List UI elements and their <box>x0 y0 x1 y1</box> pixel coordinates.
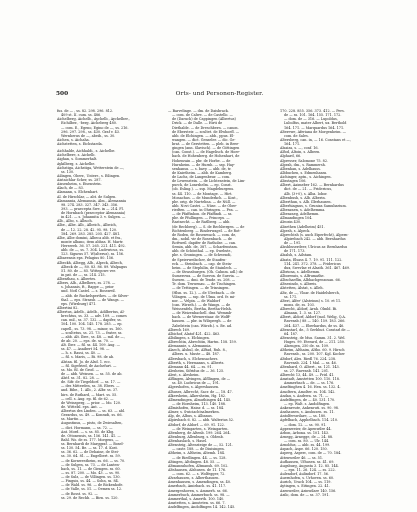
index-entry: Aichelberg, Aichelb., Aychelb., Aychelber., <box>57 117 130 122</box>
index-entry: Huges. 99. Eterard, de — 211. 250. <box>284 340 346 344</box>
index-entry: and. Bibe., 1. Alb., 2. Albr. ss. 37. <box>61 388 119 393</box>
index-entry: 393. — praecepta Swe. in — 214. Fl. <box>61 206 124 211</box>
index-entry: Altmannshofen, Altmansh. 69. 102. <box>168 463 229 468</box>
index-entry: Aspach, Aspe. 66. 120. 150. <box>280 447 328 452</box>
index-entry: 114. 241. 372. 378. — Fridericus <box>284 261 341 266</box>
index-entry: — castr. 188. — de Diuisingen. <box>172 447 225 452</box>
index-entry: Albenhan, s. Adelhauss. <box>280 166 321 171</box>
index-entry: Richtenberg. — Rinderwagel. — de Rot- <box>172 228 241 233</box>
index-entry: Aichen, s. Aichaha. <box>57 137 90 142</box>
index-entry: de Knietheim. — abb. de Kamberg. <box>172 170 233 175</box>
index-entry: bach, ss. 11. — de Giengen. ss. 60. <box>61 466 121 471</box>
index-entry: Alprah, dm., s. Rammersh. <box>280 162 326 167</box>
index-entry: Augsburg, Augusta 3. 12. 85. 144. <box>280 463 339 468</box>
index-entry: com. de Sales. <box>284 133 309 138</box>
index-entry: hirs. de Ruthard, — Mart. ss. 55. <box>61 392 118 397</box>
index-entry: abb. de Elchingen. — abb., ppus. El- <box>172 133 235 138</box>
index-entry: Alaech, Alshul, de, Alftad, Ruh. 8., <box>168 348 227 353</box>
index-entry: — com. de Calwe. — de Castello. — <box>172 113 233 118</box>
index-entry: Altingen, Altdingen. 48. 55. — <box>168 459 220 464</box>
index-entry: Albilingen, s. Elchingen. <box>168 335 210 340</box>
index-entry: Alberthun, s. Alb. Illerhausen. <box>280 199 332 204</box>
index-entry: Alest, s. Alesheim. <box>168 373 200 377</box>
index-entry: (Hlsn. ss. 12.). — de Uleebach. — de <box>172 290 235 295</box>
index-entry: Almann, 1. 3. ss. 127. <box>284 311 322 316</box>
index-entry: de Lewenstein. — de Lichtenstein, de Lim- <box>172 179 246 184</box>
index-entry: Ameltinghen 4. 16. Hen. ss. 132. 4. <box>280 385 341 390</box>
index-entry: Aleosin 430. <box>280 220 302 225</box>
index-entry: de — ss. 101. 164. 155. 171. 172. <box>284 113 342 118</box>
index-entry: dict. de — 21. — Fridericus, <box>284 187 333 192</box>
index-entry: Altenberg, de Altenb. 199. 264. 264. <box>168 430 231 435</box>
index-entry: Albbuchen, s. Edmenhanss. <box>280 170 328 175</box>
index-entry: purch, de Lonrshelm. — ep. Const. <box>172 183 232 188</box>
index-entry: — Pinguis, ss. 44. — Sohn, ss. 84. <box>61 479 119 484</box>
index-entry: — dict. Hormann, — ss. 72. — <box>61 425 113 430</box>
index-entry: 184. 269. 283. 285. 205. 427. 481. <box>61 231 121 236</box>
index-entry: Aykilberg, s. Aichelbe. <box>57 161 96 166</box>
index-entry: Appenweier, de Apenwilre 44. <box>280 426 332 431</box>
index-entry: de Hornbach (praeceptor Alemannia) <box>61 211 126 215</box>
index-entry: Albertus des Linden. — ss. 63. — abl. <box>61 409 126 413</box>
index-entry: de (Daruch) de Cappingen (Albertus) <box>172 117 236 122</box>
index-entry: Alvarhausen, s. Alberthausen. <box>168 476 220 481</box>
index-entry: de Weinsperg, — prior. — Mo. 120. <box>61 400 122 405</box>
index-entry: de — abb. Weissen. — ss. 55. de ab. <box>61 371 123 376</box>
index-entry: Auernhofen, s. Urhoven. ss. 60. <box>280 476 335 481</box>
index-entry: — abb. de Ruckelsperthes. — de Silver- <box>61 293 129 298</box>
index-entry: Alkersheim, Alkersheim, Hg. 182. <box>168 393 227 398</box>
index-entry: Ammerbuch, Ammerbuch. ss. 98. — <box>168 492 230 497</box>
index-entry: brechtus, ss. 33. — adv. 109. — comes <box>61 314 127 319</box>
index-entry: Altensteig, de Mus. Samm. 31. 2. Wel. <box>280 335 346 340</box>
index-entry: Allersbach, s. Elchensachers. <box>168 356 219 361</box>
index-entry: Eichilber., -berg. Aicheberg 480. <box>61 121 117 126</box>
index-entry: Weissenfels, Bertha, Bertha-Helsh. <box>172 307 232 311</box>
index-entry: Alp, de, Albus, s. Albanus. <box>168 414 213 419</box>
index-entry: senhanus. — s. bavy. — abb. de, tr. <box>172 166 232 171</box>
index-entry: 164. 171. — Marquardus 164. 171. <box>284 125 345 130</box>
index-entry: Diethalde. — de Dreschbern. — canon. <box>172 125 239 130</box>
index-entry: wangen. — dict. Genseler. — dic. Ge- <box>172 137 236 142</box>
index-entry: — com. E., Egeno, Egino de —, ss. 216. <box>61 125 129 130</box>
index-entry: Altz, de —, Vloar. de Haidelsberch, <box>280 290 340 295</box>
index-entry: Ravensb., ss. 200. 107. Kgl. Kocher <box>284 352 345 357</box>
index-entry: s. Johannis, ft., Rappe —, prior <box>61 285 114 290</box>
index-entry: ss. Bernhardi de Marggraf. — Bosel- <box>61 442 124 446</box>
index-entry: ss. Mo. fil. de Grod. — <box>61 367 100 372</box>
index-entry: Alstf. ss. 31. 82. 28. — <box>61 376 100 380</box>
index-entry: Alpresser, Salomone 75. 82. <box>280 158 329 163</box>
index-entry: Aufhausen, Ufhusen. ss. 41. 69. <box>280 459 335 464</box>
index-entry: Albrechtin, Abrechtin, Hartm. 158. 159. <box>168 340 237 344</box>
index-entry: Altensteig, Altensteige de —, 52. 121. <box>168 443 233 448</box>
index-entry: 98. 274. 283. 327. 347. 343. 356. <box>61 202 119 207</box>
index-entry: pbr. s. Groningen. — de Schwendi, <box>172 253 232 258</box>
index-entry: — ep. Walt. s. Andolfingen. <box>284 401 331 406</box>
index-entry: Altenhaslach, s. Hasel. <box>168 439 208 443</box>
index-entry: de Speierweilscher, de Staufen- <box>172 257 227 262</box>
index-entry: Alpirebach 242. — abb. Bernhardus <box>284 236 346 241</box>
index-entry: Albert, Aaimeber 162. — Bernhardus <box>280 183 344 188</box>
index-entry: 104. 100. 104. 145. 178. 285. — ep. <box>61 322 123 327</box>
index-entry: Albichof, Alatof 421. 422. 463. <box>168 331 221 336</box>
index-entry: riedten. — can. in Ohringen. — Pea. — <box>172 208 239 212</box>
index-entry: Albaeensis eps. Pelagius 80. 156. <box>57 256 115 261</box>
index-entry: 123. Sigurus 57. W(alterus), ss. 156. <box>61 252 124 257</box>
index-entry: Alemannie, s. Alemannia. <box>168 344 212 349</box>
index-entry: Arnegg, Arnegge, de — 24. 88. <box>280 434 334 439</box>
index-entry: de — 191. <box>284 241 302 245</box>
page-number: 500 <box>56 91 69 97</box>
index-entry: Semin, abb. de, 387. — Scharfenstam. <box>172 245 238 250</box>
index-entry: bach. — de Wernerstaar. de Wolff- <box>172 315 231 320</box>
index-entry: — de Pfaffinhon. de Pfaffindi. — ss. <box>172 212 233 217</box>
index-entry: — de Tettingen. — de Trinsingen. <box>172 286 230 291</box>
index-entry: pbr. orig. de Nurtelina. — de Nüll. — <box>172 199 236 204</box>
index-entry: Albrecht 13, 44. 49. — Frid. 41. <box>280 373 335 377</box>
index-entry: thal. — eps. Strassb. — de Wangs. — <box>61 297 125 302</box>
index-entry: Amerbach, Amirbach. ss. 41. 117. <box>168 484 227 489</box>
index-column-2 <box>168 109 271 509</box>
index-entry: Altenhard, O. Albert., ss. 121. 143. <box>280 364 340 369</box>
index-entry: Rottweil. dapifer de Rutholse. — can. <box>172 241 237 245</box>
index-entry: 164. 171. <box>284 142 301 146</box>
index-entry: — cell. s. Aug. ep. fil. de 62. — <box>61 396 114 401</box>
index-entry: Arbon, Arbona. ss. 101. 143. <box>280 430 330 435</box>
index-entry: Drick. — de Dalle. — Hirti de <box>172 121 223 126</box>
index-entry: heim. — de Stephilin, de Stainlech. — <box>172 265 237 270</box>
index-entry: Altheim, s. Altheim, Altemh. 184. <box>168 451 225 456</box>
index-entry: monte albano, item abbas. H. Martr. <box>61 239 124 244</box>
index-entry: Aichstiga, Aichstiga, Wetterstein de —, <box>57 165 125 170</box>
index-entry: Amstetten, s. Amsteten. ss. 66. 7. <box>168 500 226 505</box>
index-entry: Alstetten, Alstat, s. Alleh. <box>280 286 324 291</box>
index-entry: — de Valle, ss. 51. — Oemen ss. 12. <box>61 487 123 492</box>
index-entry: Albers, Alb., Albelhers, ss. 278. — <box>57 281 116 286</box>
index-entry: Herrzeeh. 36. 57. 265. 221. 411. 492. <box>61 244 126 248</box>
index-entry: (ob. Esling.). — ssp. Magdeburgens. <box>172 187 235 192</box>
index-entry: — fil. Sigefried, de Aschefurt. — <box>61 363 117 368</box>
index-entry: Alamann, s. Elchenhart. <box>57 190 99 195</box>
index-entry: Zabelstein (can. Würzb.). s. Be. ad. <box>172 323 233 328</box>
index-entry: Andau, s. Andewa. ss. 71. — <box>280 393 329 398</box>
index-entry: de 171. 173. <box>284 249 306 254</box>
index-entry: de. Ottonensis, ss. 156. 141. 41. — <box>61 433 121 438</box>
index-entry: Alb. (3+0), s. Alba. Iobor. <box>284 191 328 196</box>
index-entry: Ravensb. 224. 1 Mal. — ss. 46. <box>284 360 337 365</box>
index-entry: Alfod, Altoin, s. Albeen. <box>280 150 321 155</box>
index-entry: dux, Swevlae et Alsath. 361. 467. 469. <box>284 265 351 270</box>
index-entry: und. Notl Castel. — s. Bossweil. <box>61 289 116 294</box>
index-entry: Albenzaeg, Adelhemm. <box>280 212 320 217</box>
index-entry: Alpesh, s. Alpeck. <box>280 228 311 233</box>
index-entry: ss. 40. Ludwicus de —, 191. <box>172 381 220 386</box>
index-entry: Albers. u. Muste — 48. 187. <box>172 352 220 357</box>
index-entry: can. mil., ss. 37. 132. — dapifer, ss. <box>61 318 122 323</box>
index-entry: fus. de — , ss. 82. 298. 296. 812. <box>57 109 114 113</box>
index-entry: — com. 62. — s. Wolfegger, 72. <box>172 472 226 476</box>
index-entry: Aichelbere, s. Aichelb. <box>57 153 96 158</box>
index-entry: — dom. 12. — ss. 90. 91. <box>284 422 327 427</box>
index-entry: Andelfingen, de — 40. 131. 170. <box>280 397 336 402</box>
index-entry: — scultetus, ss. 21. 73. — frater, ss. <box>61 330 123 335</box>
index-entry: Alprechtsh (s. auch Eiperfecht), Alpern- <box>280 232 349 237</box>
index-entry: mons. de, ss. 103. <box>284 302 315 307</box>
index-entry: Rastnecht. — de Ratlberg. — abb. <box>172 220 231 225</box>
index-entry: Augustinus, — pisto, de Zwiesalten, <box>61 421 123 426</box>
index-entry: — de Sulgen, ss. 73. — de Lanten- <box>61 462 120 467</box>
index-entry: brat. — de Gerstetten. — pleb. in Bree- <box>172 142 240 146</box>
index-entry: Aighan, s. Sommerhalt. <box>57 157 98 162</box>
index-entry: Alsalsh, s. Ailstam. <box>280 253 313 258</box>
index-entry: (can. Const.). — de Hagelisch. de Hoer- <box>172 150 241 155</box>
index-entry: Attenweiler 46. — ss. 51. <box>280 455 324 460</box>
index-entry: Albschaeflin, Albhachgenzosan. 66. <box>280 278 341 283</box>
index-entry: Albenthau, s. Albertes. <box>57 277 97 281</box>
index-entry: — com. ss. 80. — Ulr. 144. <box>284 439 330 443</box>
index-entry: Ammerthal, s. Amerth. 100. 140. <box>168 496 225 501</box>
index-entry: Altshausen, Alshusen. de 11. 176. <box>168 467 227 472</box>
index-entry: ss. 130. <box>61 169 75 174</box>
index-columns <box>57 109 384 509</box>
index-entry: Altersberg, can. in, — 16. Constans et —, <box>280 137 351 142</box>
index-entry: Alflingen, Alvingen, Alfllingen, de — <box>168 377 231 382</box>
index-entry: Alamannia, Alemannia, Alm., Alemannia <box>57 198 127 203</box>
index-entry: Andelfingen, Andolfingen 14. 142. 145. <box>168 505 236 509</box>
index-entry: Sumerowa. — de Suevon. de Suevia. — <box>172 274 240 278</box>
index-entry: Alsaiza, s. —, conf. 16. <box>280 146 319 151</box>
index-entry: Allmishofen, Hainr. d. — ss. 184. <box>168 406 225 410</box>
index-entry: Ant. Mord. — s. ss. 85. de Kbg. <box>61 429 115 434</box>
index-entry: Alsshbsserdeer, Ulricus ar. Bernhardus <box>280 245 348 250</box>
index-entry: de — 12. 22. 28. 42. 95. 98. 120. <box>61 227 118 232</box>
index-entry: Hohenrain — pbr. de Horbe. — de <box>172 158 231 163</box>
index-entry: Altsesindo, s. Albreis. <box>280 282 318 287</box>
index-entry: — de Sulz, — de Villingen. ss. 130. <box>61 475 121 479</box>
index-entry: 409 st. II. cum. ss. 486. <box>61 113 102 118</box>
index-entry: — eps. 11. 26. 124. — ss. 222. <box>284 467 336 472</box>
index-entry: Albeckh, Albegg, Alb., Alpeck, Albech, <box>57 260 123 265</box>
index-entry: Allmendingen, Almuthingen 44. 145. <box>168 397 232 402</box>
index-entry: Ammerbach — de. — ss. 176. <box>284 381 335 386</box>
index-entry: Alisethen (Adelheim) 451. <box>280 224 325 229</box>
index-entry: Alphard, 66. <box>280 154 302 159</box>
index-entry: Albert, Aldorf, Aldorf (mol. Welig, Q.A. <box>280 315 346 320</box>
index-entry: 64. 187. <box>284 331 299 336</box>
index-entry: Lubolfus, mater Albert, ux. Berthold <box>284 121 347 126</box>
index-entry: — ss. 87. 200. — Mo. 43. — ss. 90. <box>61 470 121 475</box>
index-entry: Vilingen. — ssp. de Ulma. ord. fr. mi- <box>172 294 236 299</box>
index-entry: — de Rosst. ss. 92. — <box>61 491 98 496</box>
index-entry: — de Kornwestheim, ss. 66. — ss. 70. <box>61 458 126 463</box>
index-entry: — dom. de — 316. — Lupoldus, <box>284 117 338 122</box>
index-entry: Albe., Albe. Alb., Albeich., Albeich, <box>57 223 117 228</box>
index-entry: Al. de Hirschlar, — abt. de Sulgen. <box>57 194 117 199</box>
index-entry: Hurnheim. — de Hurnh. — ssp. Hay- <box>172 162 235 167</box>
index-entry: Amergenhoven, s. Ammerh. ss. 66. <box>168 488 228 493</box>
index-entry: (can. Wirzeh.). — de Wangs. — de <box>172 302 231 307</box>
index-entry: Alsata, Elsass 4. 7. 19. 91. 111. 122. <box>280 257 343 262</box>
index-entry: — de Riedlingen. 44. — ss. 128. <box>172 455 227 460</box>
index-entry: Aichinger, aptn., s. Aichingen. <box>280 175 332 179</box>
index-column-3 <box>280 109 383 504</box>
index-entry: Antolferswilare, — ss. 180. <box>280 414 327 419</box>
index-entry: — fil. s. Maris, — Bi. 98. de ab. <box>61 355 115 360</box>
index-entry: pbr. de Pfullingen. — Princeps. — <box>172 216 230 221</box>
index-entry: ss. 44. 110. — de Montage. — Hirt. <box>172 191 233 196</box>
index-entry: Gerardus, ss. 49. — Konradi, ss. 66. <box>61 413 123 418</box>
index-entry: ss. Martin — <box>61 417 83 422</box>
index-entry: nor. — Velpin. — de Waldorf <box>172 298 221 303</box>
index-entry: de Ebersteir. — scultet. de Elwhoefl. — <box>172 129 240 134</box>
index-entry: Aichhalde, Aichhaldi., s. Aichelbe. <box>57 149 116 154</box>
index-entry: eps. (Wirzburg) 471. <box>61 301 97 306</box>
index-entry: ss. 30. 64. 81. — Engelbert. ss. 59. <box>61 454 121 459</box>
index-entry: — de Strassburgen. (Oh. Cahnm. adl.) de <box>172 269 243 274</box>
index-entry: ss. 27. Ravensb. 141. 201. <box>284 368 330 373</box>
index-entry: Apfelbach, Apphelbach. 114. 210. <box>280 418 339 423</box>
index-entry: hausen. — pbr. in Wilspergh. — de <box>172 319 232 324</box>
index-entry: Ankenreute, Ankenruti. ss. 90. 98. <box>280 406 339 410</box>
index-entry: Altheim, Althaim, Altho. 60. 9. Hirsch <box>280 348 345 353</box>
index-entry: Alisstagen 106. <box>280 179 307 184</box>
index-entry: Amstadt, Amstetten 100. 110. 118. <box>280 377 341 382</box>
index-entry: Allmandingen 104. <box>280 216 313 221</box>
running-title: Orts- und Personen-Register. <box>175 91 264 97</box>
index-entry: Ailingen, Oberr., Unterr., s. Eilingen. <box>57 173 121 178</box>
index-entry: Alberhiagnus, s. Gruniza Samubarium. <box>280 203 347 208</box>
index-entry: de. Sifr. de Tiegeldorf. — ss. 17. — <box>61 380 121 385</box>
index-entry: Alstan. fil. Jo. de Alsd. 1. ecc. <box>61 359 112 364</box>
index-entry: abb. Novi Castri. — Nüse. — de Ober- <box>172 203 238 208</box>
index-column-1 <box>57 109 160 504</box>
index-entry: Monachus. — de Munderkch. — Kost., <box>172 195 238 200</box>
index-entry: Alt. Iber. — fil. ss. 44. 109. Aug. — <box>61 343 121 347</box>
index-entry: — abb. Alt. Iber., ss. 48. — mil. de —, <box>61 334 125 339</box>
index-entry: eck. — Steinbach. — cap. de Stein- <box>172 261 233 266</box>
index-entry: Almer, s. Swiciachtsalmerken. <box>168 410 220 415</box>
index-entry: — des Mitterden, ss. 38. Ebers. — <box>61 384 120 389</box>
index-entry: Bahl. Wo. de ss. 177. Morgens, — <box>61 437 119 442</box>
index-entry: Albenzaen, s. Adelhemma. <box>280 208 326 212</box>
index-entry: Aissenheim, s. Eisenstein. <box>57 182 102 187</box>
index-entry: (de Rechberg). — S. de Rechbergen. — de <box>172 224 245 229</box>
index-entry: — Barvelinge. — dm. de Daisbrack. <box>168 109 229 113</box>
index-entry: Azenweiler, Azinwilare 140. 156. <box>280 488 337 493</box>
index-entry: Aytingen, s. Eitingen. 22. 41. <box>280 484 330 489</box>
index-entry: Altdorf, Ales. Riedl 76. 224. 238. <box>280 356 337 361</box>
index-entry: Tr. dom. Truwenau. — de Tischingen. <box>172 282 237 287</box>
index-entry: 170. 228. 855. 356. 373. 412. — Pers. <box>280 109 345 113</box>
index-entry: capell., ss. 73. 98. — minor, ss. 160. <box>61 326 123 331</box>
index-entry: Aulendorf, Aulindorf. 17. 56. <box>280 472 329 476</box>
index-entry: gingen (ann. Slavisch). — de Göttingen <box>172 146 240 151</box>
index-entry: Aurich, Urach 104. — ss. 119. <box>280 480 332 485</box>
index-entry: 296. 297. 298., ss. 430. Graf v. 43. <box>61 129 120 134</box>
index-entry: Altenstarl, de., 5 Gerbhut. Cosstarl de — <box>280 327 351 332</box>
index-entry: Aistaichlar Scher, ss. 287. <box>57 178 102 182</box>
index-entry: Alberth, s. Hermanns, s. Alberts. <box>168 360 225 365</box>
index-entry: dm., nobil. vir de Rosenbach. — de <box>172 236 232 241</box>
index-entry: ss. 29. de Rechb. — Birn. ss. 120. <box>61 495 119 500</box>
index-entry: Alsengen, 250 de. ss. 109. <box>284 344 330 349</box>
index-entry: Altenburg, Allenburg, s. Oldenb. <box>168 434 224 439</box>
index-entry: Wernherus de —, abeib., ss. 30. <box>61 133 116 138</box>
index-entry: Albenbush, s. Alb. Alberin. <box>280 195 326 200</box>
index-entry: Albertini 82. <box>57 305 79 310</box>
index-entry: ss. 171. <box>284 294 298 299</box>
index-entry: Alterewe, Aferiana de Morgenheim. — <box>280 129 347 134</box>
index-entry: Alesheim, Sifridus de — 36. 125. <box>168 368 225 373</box>
index-entry: Amoltern, Amolter. ss. 104. 142. <box>280 389 336 394</box>
index-entry: — de Hornheim, 113. 140. 188. <box>172 401 226 406</box>
index-entry: de Lachs, de Langenbeur. — com. <box>172 175 231 179</box>
index-entry: in pat. de —, ss. 214. 215. <box>61 272 106 277</box>
index-entry: de ab. 20. — eps. de. ss. 70. — <box>61 338 114 343</box>
index-entry: Albriona, s. Adelhemm. <box>280 269 321 274</box>
index-entry: abb. de —, ss. 7. 304. Ludewicus, ss. <box>61 248 125 253</box>
index-entry: ss. 36. 62. — de Dehaine, de Stei- <box>61 450 119 455</box>
index-entry: Asperg, Asperc, com. de — 70. 184. <box>280 451 342 456</box>
index-entry: Albrech 169. <box>168 327 191 332</box>
index-entry: Altdorf, de Aldorf. — 69. 91. 122. <box>168 422 225 427</box>
index-entry: — h. s. Rassi, ss. 40. — <box>61 351 101 356</box>
index-entry: Alpirsbach 6. 82. — abb. Walterius 52. <box>168 418 235 423</box>
index-entry: Aichstetten, s. Eichstaeda. <box>57 142 103 146</box>
index-entry: Albrecht, Aldorf, Arnh. Olmbl. Bi. <box>280 307 338 311</box>
index-entry: — de Weingarten, s. Weingarten. <box>172 426 229 431</box>
page-header <box>56 89 383 99</box>
index-entry: de. Wittelsl. eps. Ant. — <box>61 404 103 409</box>
index-entry: — de Wald. ss. 96. — de Bickenhofe. <box>61 483 124 488</box>
index-entry: — de Weizenbachell. dmi. Wemmb- <box>172 311 233 316</box>
index-entry: ss. 47. — Asaibert 54. 98. — <box>61 347 110 352</box>
index-entry: Algershofen, s. Algershausen. <box>168 385 220 390</box>
index-entry: abb. de Schönthal. — ep. Swebstr., <box>172 249 232 254</box>
index-entry: Arnoldus, — abb. ss. 44. 199. <box>280 443 331 448</box>
index-entry: Anshausen, s. Anshusen. ss. 11. <box>280 410 335 415</box>
index-entry: Albertus, Adelb., Adelb., Adilbertus, Al- <box>57 310 125 314</box>
index-entry: Alemann 44. 64. — ss. 91. <box>168 364 213 369</box>
index-entry: Albeck de —, 80. 83. 86. 89. Walpagus <box>61 264 128 269</box>
index-entry: Alb., Albo, s. Albuch. <box>57 219 93 224</box>
index-entry: Alhuses, Albrecht, Sacr. de —, 18. 47. <box>168 389 233 394</box>
index-entry: bach. de Hohenberg. de Hohenhart, de <box>172 154 240 159</box>
index-entry: Ravensb.) 88 — 140. 159. 183. 266. <box>284 319 346 324</box>
index-entry: 264. 437. — Eberhardus, de ss. 46. <box>284 323 345 328</box>
index-entry: Albe, Albe domini, Albeca abb. et fra., <box>57 235 123 240</box>
index-entry: Alach, de — 83. <box>57 186 84 191</box>
index-entry: Alborensis, s. Alfrumathe. <box>280 274 325 278</box>
index-entry: 51. 80. de — 85. Wittegowe ver. <box>61 268 116 273</box>
index-entry: Alteri, Alfer' (Alsteinm) s. 10. et 11. <box>280 298 342 303</box>
index-entry: de Roden, de Rosenwach. — com. de, <box>172 232 237 237</box>
index-entry: Azilo, dom. de — ss. 37. 191. <box>280 492 330 497</box>
index-entry: in 421. — s. Johannita 3. v. Sulgen. — <box>61 215 126 220</box>
index-entry: ss. 130. 54. Be. — ss. 17. d. Kost. <box>61 446 118 451</box>
index-entry: Amenhausen, s. Amendingen, ss. 40. <box>168 480 232 485</box>
index-entry: Suesen. — dmi. de Tende. ss. 208. — <box>172 278 236 283</box>
